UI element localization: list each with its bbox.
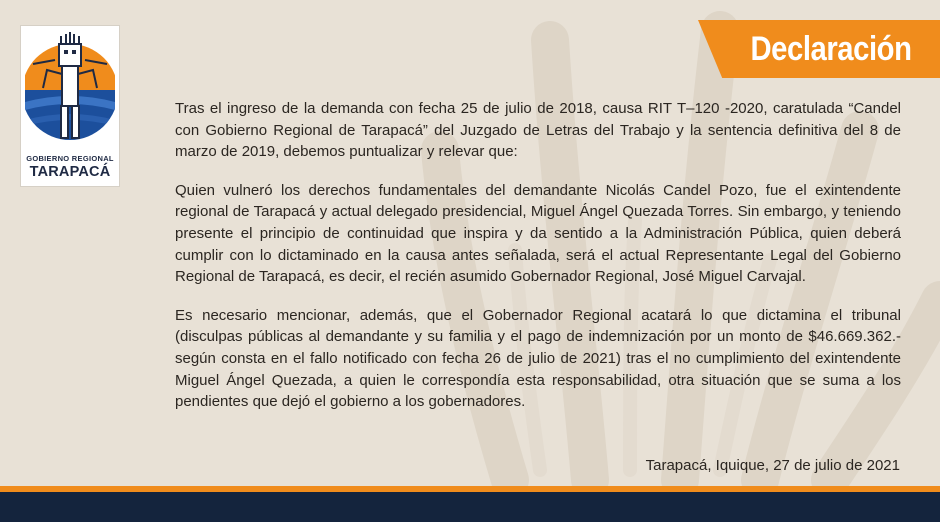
logo-region-name: TARAPACÁ <box>29 164 111 180</box>
gobierno-regional-logo <box>20 25 120 187</box>
footer-bar <box>0 492 940 522</box>
paragraph-responsibility: Quien vulneró los derechos fundamentales del demandante Nicolás Candel Pozo, fue el exintendente regional de Tarapacá y actual delegado presidencial, Miguel Ángel Quezada Torres. Sin embargo, y teniendo presente el principio de continuidad que inspira y da sentido a la Administración Pública, quien deberá cumplir con lo dictaminado en la causa antes señalada, será el actual Representante Legal del Gobierno Regional de Tarapacá, es decir, el recién asumido Gobernador Regional, José Miguel Carvajal. <box>175 181 901 286</box>
paragraph-intro: Tras el ingreso de la demanda con fecha 25 de julio de 2018, causa RIT T–120 -2020, caratulada “Candel con Gobierno Regional de Tarapacá” del Juzgado de Letras del Trabajo y la sentencia definitiva del 8 de marzo de 2019, debemos puntualizar y relevar que: <box>175 100 901 161</box>
banner-title: Declaración <box>750 30 912 68</box>
logo-subtitle: GOBIERNO REGIONAL <box>26 154 114 163</box>
signature-date: Tarapacá, Iquique, 27 de julio de 2021 <box>645 457 900 474</box>
tarapaca-giant-geoglyph-icon <box>25 30 115 152</box>
paragraph-compliance: Es necesario mencionar, además, que el Gobernador Regional acatará lo que dictamina el tribunal (disculpas públicas al demandante y su familia y el pago de indemnización por un monto de $46.669.362.- según consta en el fallo notificado con fecha 26 de julio de 2021) tras el no cumplimiento del exintendente Miguel Ángel Quezada, a quien le correspondía esta responsabilidad, otra situación que se suma a los pendientes que dejó el gobierno a los gobernadores. <box>175 306 901 411</box>
declaration-body <box>175 98 901 430</box>
